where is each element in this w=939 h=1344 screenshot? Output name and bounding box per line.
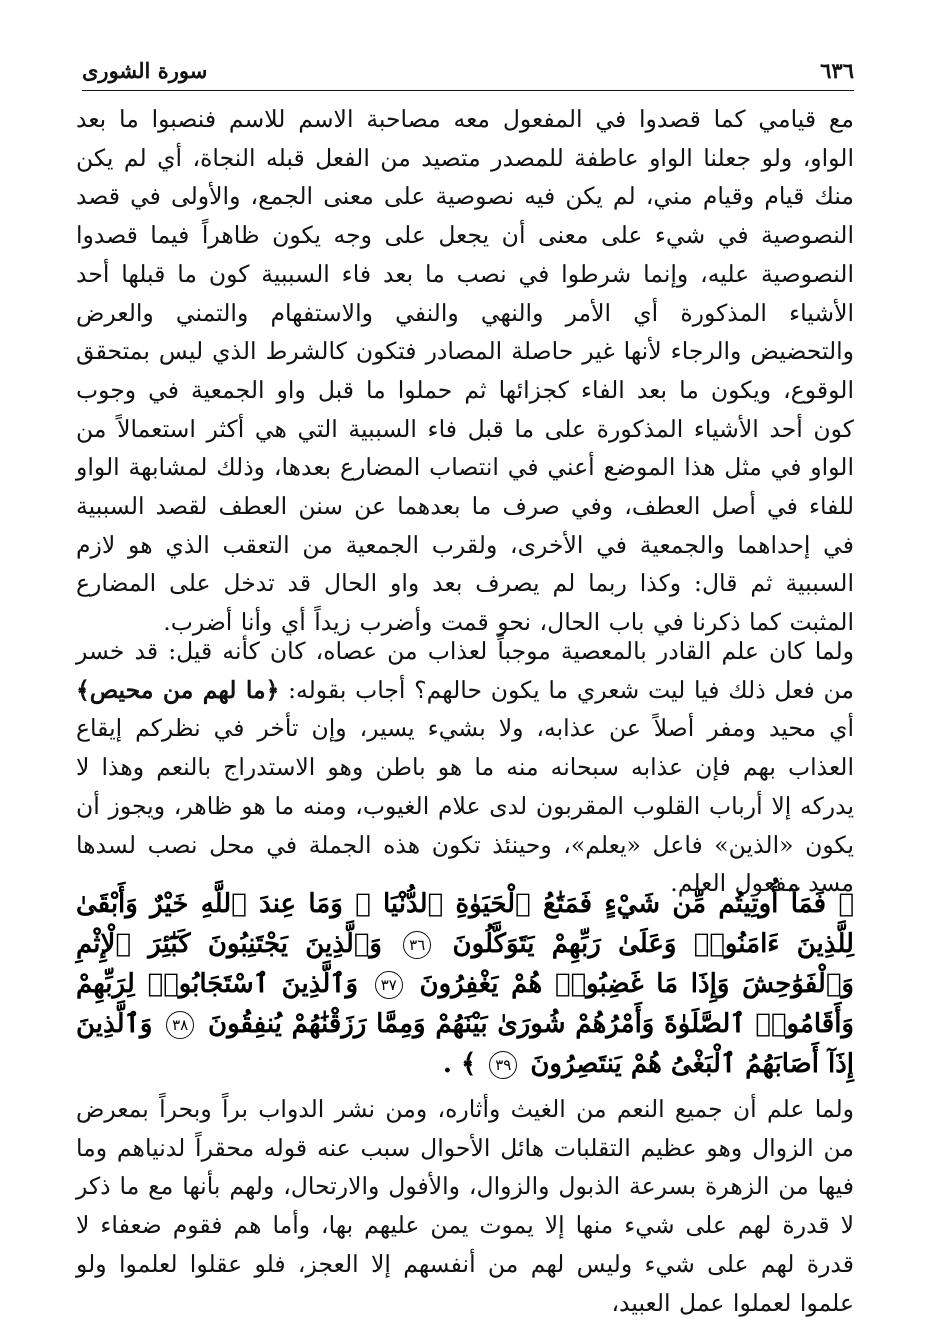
quran-open-bracket: ﴿ — [838, 889, 854, 919]
verse-39: وَٱلَّذِينَ إِذَآ أَصَابَهُمُ ٱلْبَغْىُ هُمْ يَنتَصِرُونَ — [76, 1009, 854, 1079]
paragraph-1: مع قيامي كما قصدوا في المفعول معه مصاحبة الاسم للاسم فنصبوا ما بعد الواو، ولو جعلنا الواو عاطفة للمصدر متصيد من الفعل قبله النجاة، أي لم يكن منك قيام وقيام مني، لم يكن فيه نصوصية على معنى الجمع، والأولى في قصد النصوصية في شيء على معنى أن يجعل على وجه يكون ظاهراً فيما قصدوا النصوصية عليه، وإنما شرطوا في نصب ما بعد فاء السببية كون ما قبلها أحد الأشياء المذكورة أي الأمر والنهي والنفي والاستفهام والتمني والعرض والتحضيض والرجاء لأنها غير حاصلة المصادر فتكون كالشرط الذي ليس بمتحقق الوقوع، ويكون ما بعد الفاء كجزائها ثم حملوا ما قبل واو الجمعية في وجوب كون أحد الأشياء المذكورة على ما قبل فاء السببية التي هي أكثر استعمالاً من الواو في مثل هذا الموضع أعني في انتصاب المضارع بعدها، وذلك لمشابهة الواو للفاء في أصل العطف، وفي صرف ما بعدهما عن سنن العطف لقصد السببية في إحداهما والجمعية في الأخرى، ولقرب الجمعية من التعقب الذي هو لازم السببية ثم قال: وكذا ربما لم يصرف بعد واو الحال قد تدخل على المضارع المثبت كما ذكرنا في باب الحال، نحو قمت وأضرب زيداً أي وأنا أضرب. — [76, 105, 854, 637]
ayah-marker-39: ٣٩ — [489, 1051, 517, 1079]
verse-36: فَمَآ أُوتِيتُم مِّن شَيْءٍ فَمَتَٰعُ ٱلْحَيَوٰةِ ٱلدُّنْيَا ۖ وَمَا عِندَ ٱللَّهِ خَيْرٌ وَأَبْقَىٰ لِلَّذِينَ ءَامَنُوا۟ وَعَلَىٰ رَبِّهِمْ يَتَوَكَّلُونَ — [76, 889, 854, 959]
verse-38: وَٱلَّذِينَ ٱسْتَجَابُوا۟ لِرَبِّهِمْ وَأَقَامُوا۟ ٱلصَّلَوٰةَ وَأَمْرُهُمْ شُورَىٰ بَيْنَهُمْ وَمِمَّا رَزَقْنَٰهُمْ يُنفِقُونَ — [76, 969, 854, 1039]
page-header — [82, 50, 854, 91]
verse-37: وَٱلَّذِينَ يَجْتَنِبُونَ كَبَٰٓئِرَ ٱلْإِثْمِ وَٱلْفَوَٰحِشَ وَإِذَا مَا غَضِبُوا۟ هُمْ يَغْفِرُونَ — [76, 929, 854, 999]
paragraph-2-intro: ولما كان علم القادر بالمعصية موجباً لعذاب من عصاه، كان كأنه قيل: قد خسر من فعل ذلك فيا ليت شعري ما يكون حالهم؟ أجاب بقوله: — [76, 637, 854, 704]
page-number: ٦٣٦ — [820, 58, 854, 83]
commentary-block-2 — [76, 632, 854, 903]
commentary-block-3 — [76, 1090, 854, 1322]
ayah-marker-38: ٣٨ — [166, 1011, 194, 1039]
paragraph-3: ولما علم أن جميع النعم من الغيث وأثاره، ومن نشر الدواب براً وبحراً بمعرض من الزوال وهو عظيم التقلبات هائل الأحوال سبب عنه قوله محقراً لدنياهم وما فيها من الزهرة بسرعة الذبول والزوال، والأفول والارتحال، ولهم بأنها مع ما ذكر لا قدرة لهم على شيء منها إلا يموت يمن عليهم بها، وأما هم فقوم ضعفاء لا قدرة لهم على شيء وليس لهم من أنفسهم إلا العجز، فلو عقلوا لعلموا ولو علموا لعملوا عمل العبيد، — [76, 1095, 854, 1317]
commentary-block-1 — [76, 100, 854, 642]
quran-verses — [76, 884, 854, 1084]
ayah-marker-37: ٣٧ — [375, 971, 403, 999]
ayah-marker-36: ٣٦ — [403, 931, 431, 959]
paragraph-2-rest: أي محيد ومفر أصلاً عن عذابه، ولا بشيء يسير، وإن تأخر في نظركم إيقاع العذاب بهم فإن عذابه سبحانه منه ما هو باطن وهو الاستدراج بالنعم وهذا لا يدركه إلا أرباب القلوب المقربون لدى علام الغيوب، ومنه ما هو ظاهر، ويجوز أن يكون «الذين» فاعل «يعلم»، وحينئذ تكون هذه الجملة في محل نصب لسدها مسد مفعول العلم. — [76, 714, 854, 898]
quran-close-bracket: ﴾ . — [442, 1049, 477, 1079]
surah-title: سورة الشورى — [82, 58, 208, 83]
verse-quote: ﴿ما لهم من محيص﴾ — [76, 675, 280, 704]
paragraph-2 — [76, 632, 854, 903]
